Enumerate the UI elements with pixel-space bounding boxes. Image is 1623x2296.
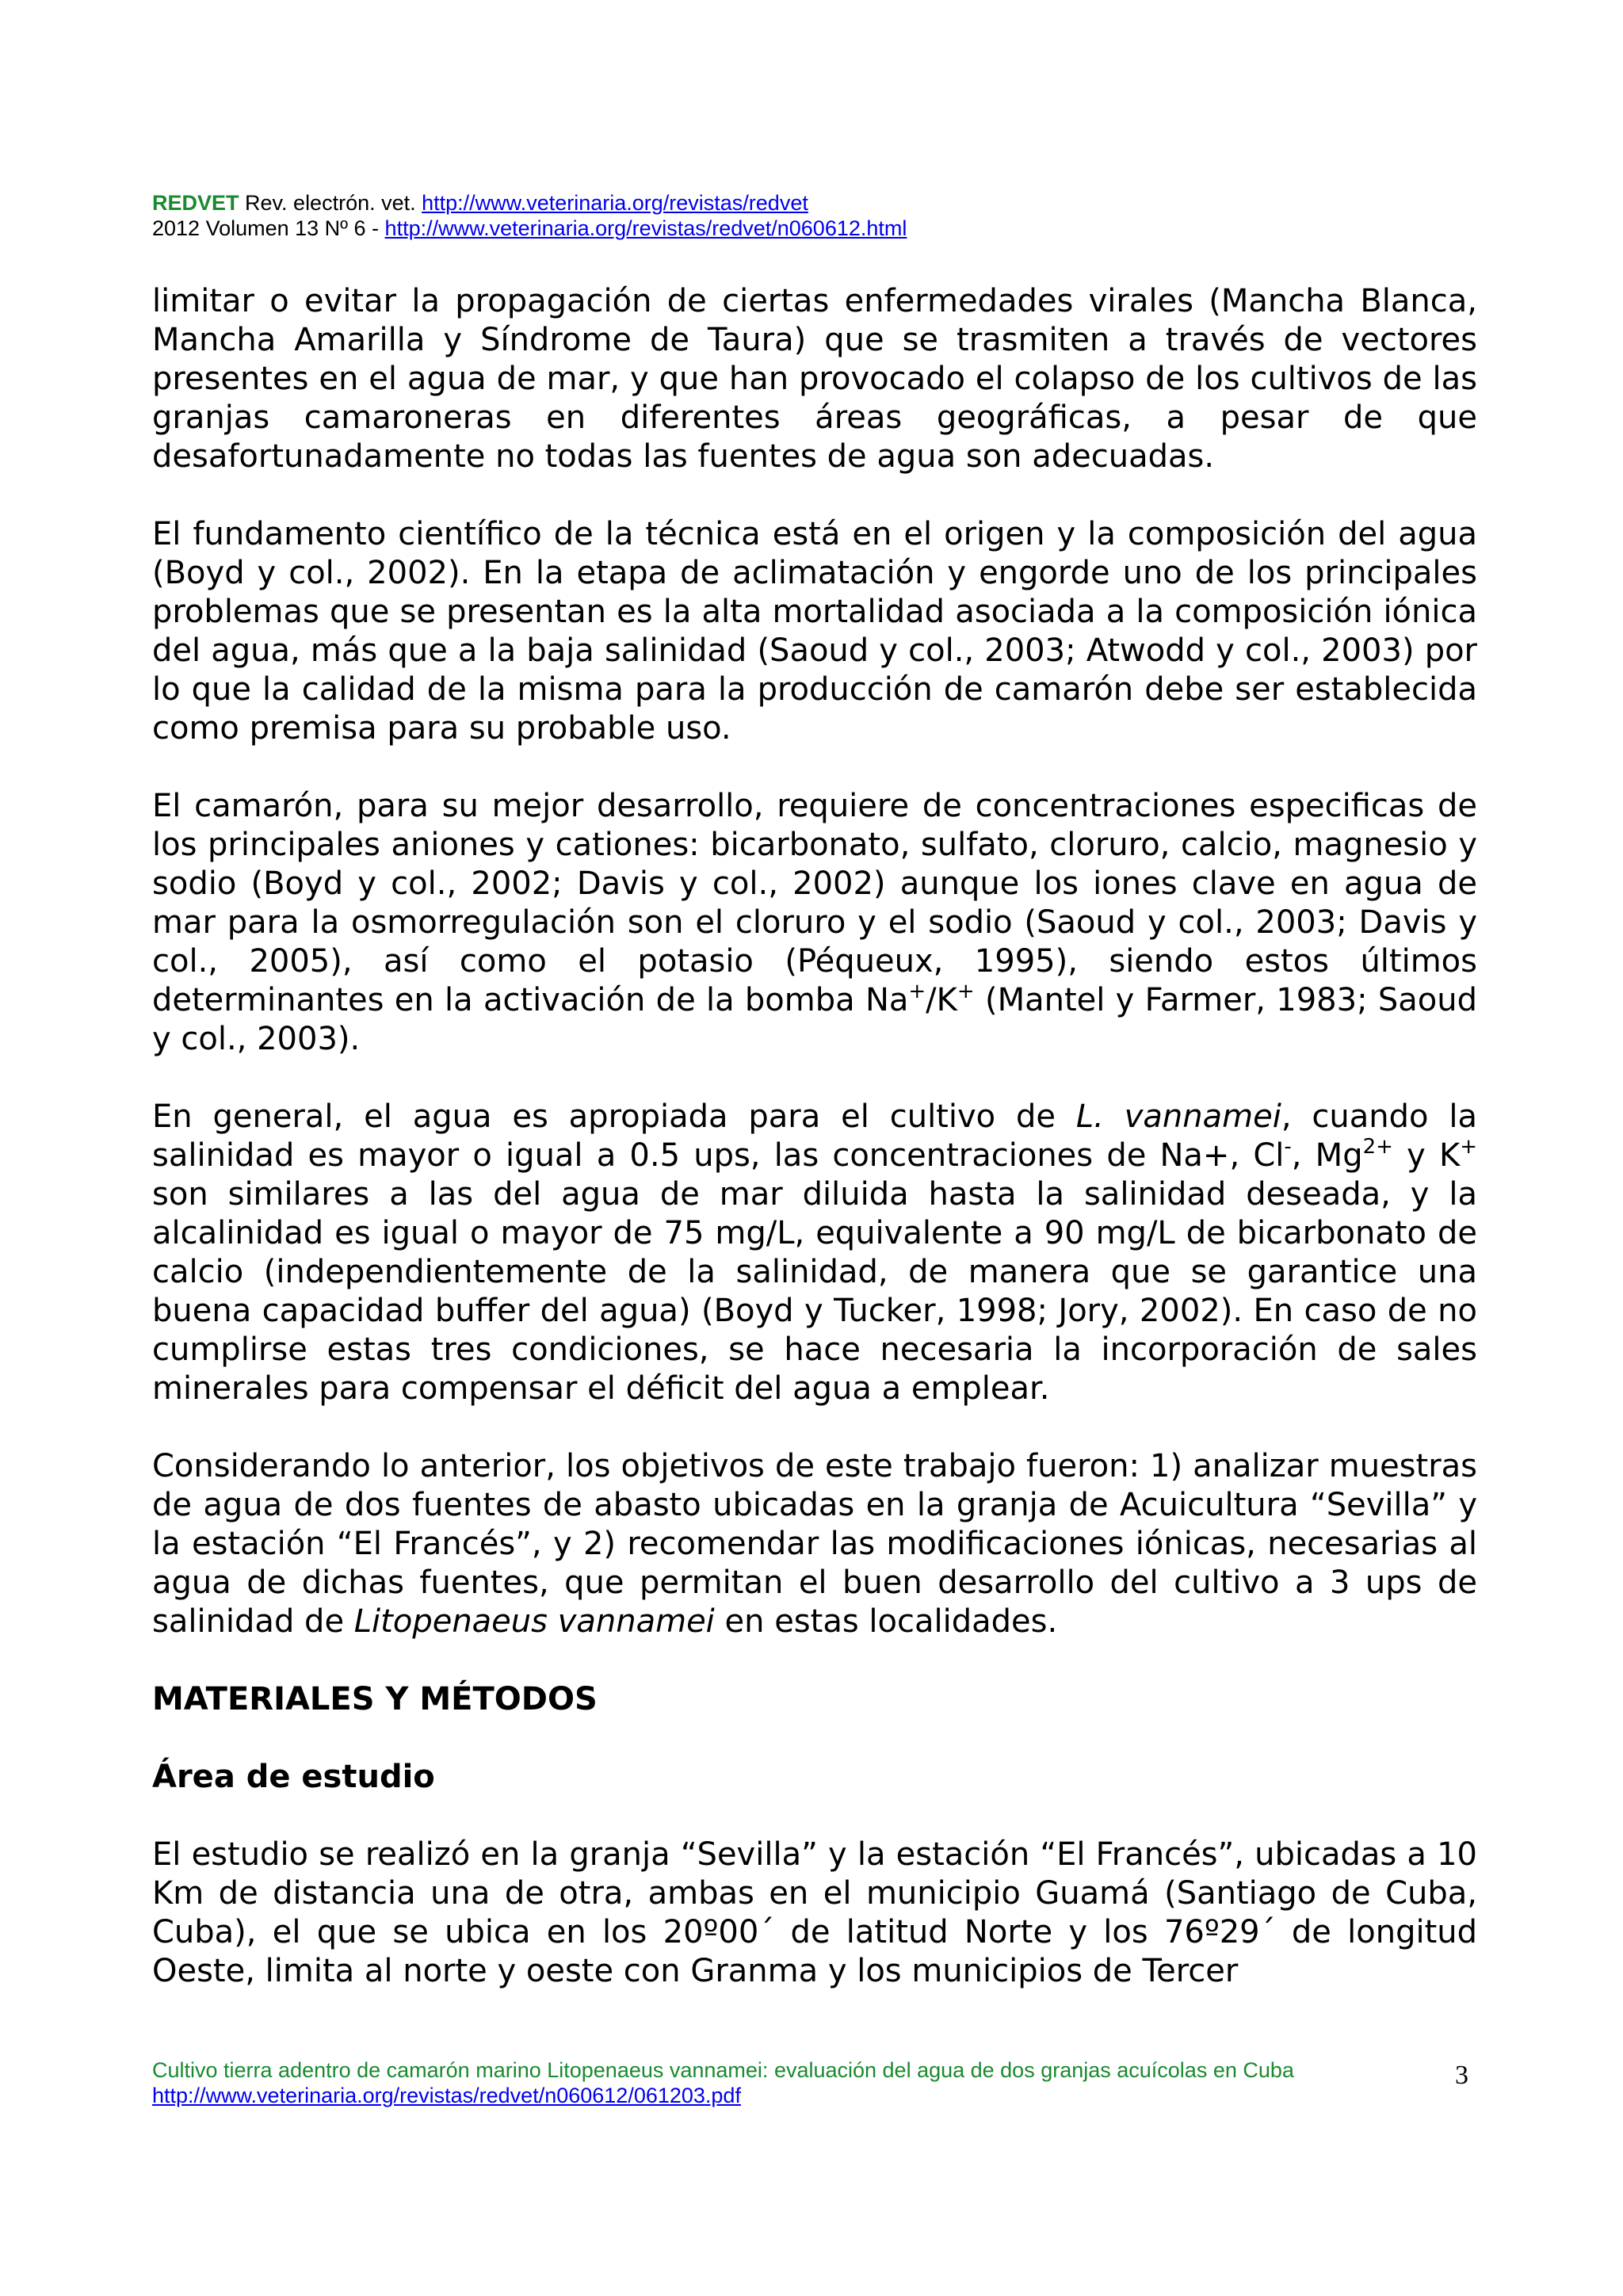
paragraph-4: En general, el agua es apropiada para el cultivo de L. vannamei, cuando la salinidad es mayor o igual a 0.5 ups, las concentraciones de Na+, Cl-, $Mg^{2+}$ y K+ son similares a las del agua de mar diluida hasta la salinidad deseada, y la alcalinidad es igual o mayor de 75 mg/L, equivalente a 90 mg/L de bicarbonato de calcio (independientemente de la salinidad, de manera que se garantice una buena capacidad buffer del agua) (Boyd y Tucker, 1998; Jory, 2002). En caso de no cumplirse estas tres condiciones, se hace necesaria la incorporación de sales minerales para compensar el déficit del agua a emplear. (152, 1098, 1477, 1407)
footer-pdf-link[interactable]: http://www.veterinaria.org/revistas/redvet/n060612/061203.pdf (152, 2084, 741, 2107)
paragraph-2: El fundamento científico de la técnica está en el origen y la composición del agua (Boyd y col., 2002). En la etapa de aclimatación y engorde uno de los principales problemas que se presentan es la alta mortalidad asociada a la composición iónica del agua, más que a la baja salinidad (Saoud y col., 2003; Atwodd y col., 2003) por lo que la calidad de la misma para la producción de camarón debe ser establecida como premisa para su probable uso. (152, 516, 1477, 747)
article-body (152, 282, 1477, 2030)
paragraph-3: El camarón, para su mejor desarrollo, requiere de concentraciones especificas de los principales aniones y cationes: bicarbonato, sulfato, cloruro, calcio, magnesio y sodio (Boyd y col., 2002; Davis y col., 2002) aunque los iones clave en agua de mar para la osmorregulación son el cloruro y el sodio (Saoud y col., 2003; Davis y col., 2005), así como el potasio (Péqueux, 1995), siendo estos últimos determinantes en la activación de la bomba Na+/K+ (Mantel y Farmer, 1983; Saoud y col., 2003). (152, 788, 1477, 1057)
page-footer (152, 2057, 1452, 2108)
issue-info: 2012 Volumen 13 Nº 6 - (152, 216, 385, 240)
subsection-heading-study-area: Área de estudio (152, 1759, 435, 1795)
page-number: 3 (1455, 2061, 1468, 2090)
journal-url-link[interactable]: http://www.veterinaria.org/revistas/redvet (422, 191, 808, 215)
footer-article-title: Cultivo tierra adentro de camarón marino Litopenaeus vannamei: evaluación del agua de dos granjas acuícolas en Cuba (152, 2058, 1294, 2082)
paragraph-5: Considerando lo anterior, los objetivos de este trabajo fueron: 1) analizar muestras de agua de dos fuentes de abasto ubicadas en la granja de Acuicultura “Sevilla” y la estación “El Francés”, y 2) recomendar las modificaciones iónicas, necesarias al agua de dichas fuentes, que permitan el buen desarrollo del cultivo a 3 ups de salinidad de Litopenaeus vannamei en estas localidades. (152, 1448, 1477, 1640)
paragraph-6: El estudio se realizó en la granja “Sevilla” y la estación “El Francés”, ubicadas a 10 Km de distancia una de otra, ambas en el municipio Guamá (Santiago de Cuba, Cuba), el que se ubica en los 20º00´ de latitud Norte y los 76º29´ de longitud Oeste, limita al norte y oeste con Granma y los municipios de Tercer (152, 1836, 1477, 1989)
journal-header (152, 190, 1499, 241)
issue-url-link[interactable]: http://www.veterinaria.org/revistas/redvet/n060612.html (384, 216, 907, 240)
paragraph-1: limitar o evitar la propagación de ciertas enfermedades virales (Mancha Blanca, Mancha Amarilla y Síndrome de Taura) que se trasmiten a través de vectores presentes en el agua de mar, y que han provocado el colapso de los cultivos de las granjas camaroneras en diferentes áreas geográficas, a pesar de que desafortunadamente no todas las fuentes de agua son adecuadas. (152, 283, 1477, 475)
header-line-2 (152, 216, 1499, 241)
journal-name: Rev. electrón. vet. (239, 191, 422, 215)
section-heading-methods: MATERIALES Y MÉTODOS (152, 1681, 598, 1717)
header-line-1 (152, 190, 1499, 216)
journal-brand: REDVET (152, 191, 239, 215)
